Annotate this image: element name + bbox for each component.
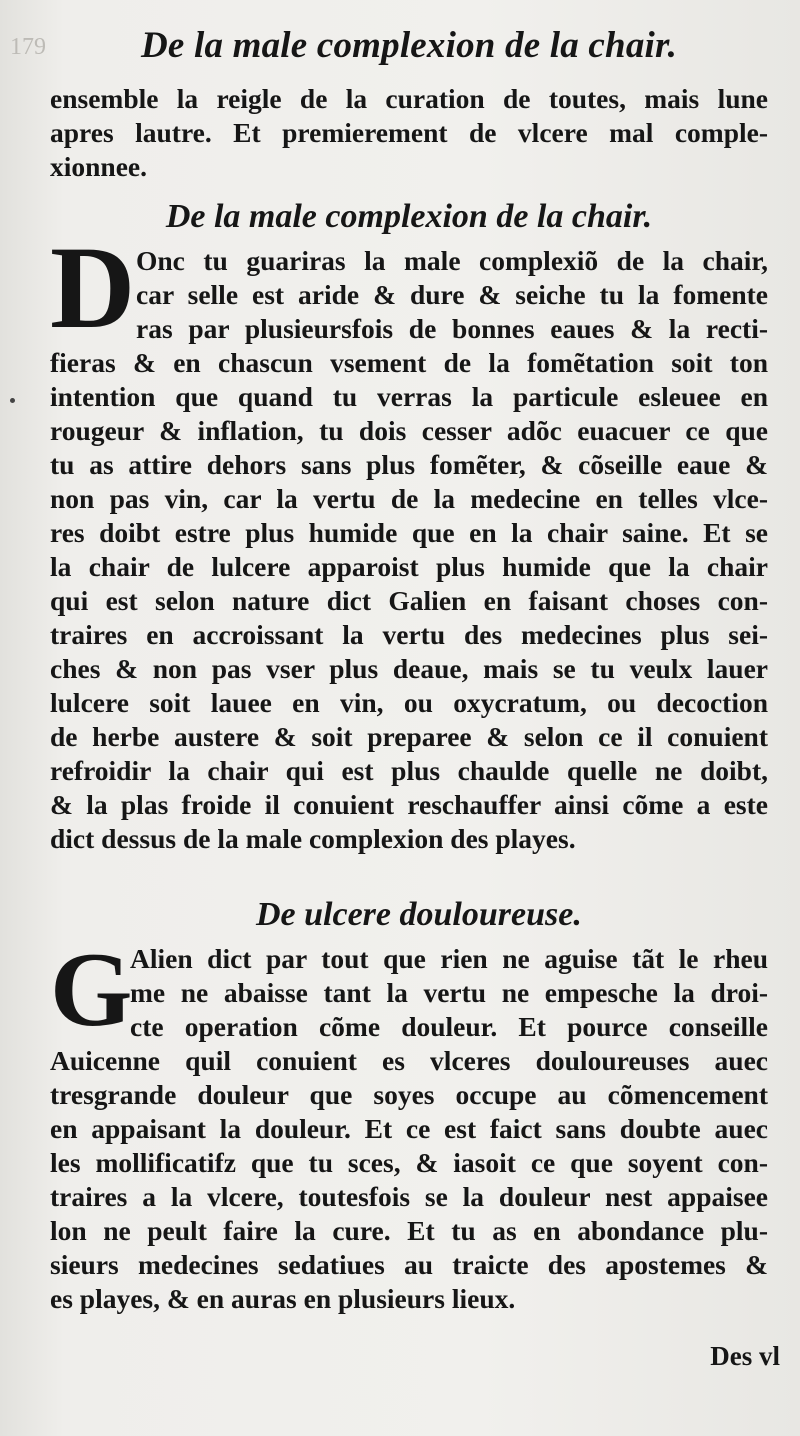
text-line: lon ne peult faire la cure. Et tu as en abondance plu-: [50, 1215, 768, 1246]
text-line: de herbe austere & soit preparee & selon ce il conuient: [50, 721, 768, 752]
paragraph-ulcere-douloureuse: [50, 931, 768, 1316]
intro-paragraph: [50, 82, 768, 184]
text-line: en appaisant la douleur. Et ce est faict sans doubte auec: [50, 1113, 768, 1144]
text-line: ras par plusieursfois de bonnes eaues & la recti-: [136, 313, 768, 344]
text-line: es playes, & en auras en plusieurs lieux.: [50, 1283, 516, 1314]
text-line: res doibt estre plus humide que en la chair saine. Et se: [50, 517, 768, 548]
text-line: apres lautre. Et premierement de vlcere mal comple-: [50, 117, 768, 148]
text-line: car selle est aride & dure & seiche tu la fomente: [136, 279, 768, 310]
running-head: De la male complexion de la chair.: [140, 25, 678, 66]
text-line: tresgrande douleur que soyes occupe au cõmencement: [50, 1079, 768, 1110]
text-line: qui est selon nature dict Galien en faisant choses con-: [50, 585, 768, 616]
text-line: ensemble la reigle de la curation de toutes, mais lune: [50, 83, 768, 114]
section-heading: De ulcere douloureuse.: [256, 896, 582, 933]
text-line: rougeur & inflation, tu dois cesser adõc euacuer ce que: [50, 415, 768, 446]
text-line: Auicenne quil conuient es vlceres douloureuses auec: [50, 1045, 768, 1076]
text-line: lulcere soit lauee en vin, ou oxycratum, ou decoction: [50, 687, 768, 718]
text-line: traires a la vlcere, toutesfois se la douleur nest appaisee: [50, 1181, 768, 1212]
text-line: tu as attire dehors sans plus fomẽter, & cõseille eaue &: [50, 449, 768, 480]
text-line: traires en accroissant la vertu des medecines plus sei-: [50, 619, 768, 650]
drop-cap: G: [50, 931, 133, 1048]
text-line: ches & non pas vser plus deaue, mais se tu veulx lauer: [50, 653, 768, 684]
text-line: Onc tu guariras la male complexiõ de la chair,: [136, 245, 768, 276]
page-number: 179: [10, 34, 46, 60]
text-line: la chair de lulcere apparoist plus humide que la chair: [50, 551, 768, 582]
text-line: fieras & en chascun vsement de la fomẽtation soit ton: [50, 347, 768, 378]
section-heading: De la male complexion de la chair.: [165, 198, 653, 235]
text-line: Alien dict par tout que rien ne aguise tãt le rheu: [130, 943, 768, 974]
drop-cap: D: [50, 222, 136, 353]
text-line: les mollificatifz que tu sces, & iasoit ce que soyent con-: [50, 1147, 768, 1178]
text-line: dict dessus de la male complexion des playes.: [50, 823, 576, 854]
margin-mark: [10, 398, 15, 403]
catchword: Des vl: [710, 1341, 780, 1371]
text-line: sieurs medecines sedatiues au traicte des apostemes &: [50, 1249, 768, 1280]
paragraph-male-complexion: [50, 222, 768, 856]
text-line: intention que quand tu verras la particule esleuee en: [50, 381, 768, 412]
text-line: me ne abaisse tant la vertu ne empesche la droi-: [130, 977, 768, 1008]
text-line: non pas vin, car la vertu de la medecine en telles vlce-: [50, 483, 768, 514]
text-line: & la plas froide il conuient reschauffer ainsi cõme a este: [50, 789, 768, 820]
text-line: refroidir la chair qui est plus chaulde quelle ne doibt,: [50, 755, 768, 786]
text-line: xionnee.: [50, 151, 148, 182]
text-line: cte operation cõme douleur. Et pource conseille: [130, 1011, 768, 1042]
